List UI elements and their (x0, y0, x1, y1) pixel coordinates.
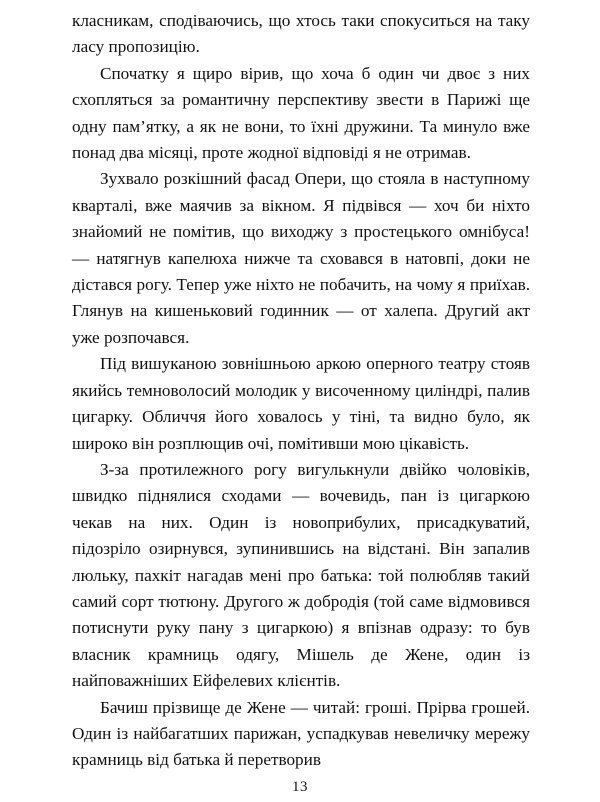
paragraph: Спочатку я щиро вірив, що хоча б один чи двоє з них схопляться за романтичну перспективу звести в Парижі ще одну пам’ятку, а як не вони, то їхні дружини. Та минуло вже понад два місяці, проте жодної відповіді я не отримав. (72, 63, 530, 163)
paragraph: Під вишуканою зовнішньою аркою оперного театру стояв якийсь темноволосий молодик у височенному циліндрі, палив цигарку. Обличчя його ховалось у тіні, та видно було, як широко він розплющив очі, помітивши мою цікавість. (72, 354, 530, 453)
paragraph: класникам, сподіваючись, що хтось таки спокуситься на таку ласу пропозицію. (72, 11, 530, 57)
page-number: 13 (292, 779, 308, 795)
paragraph: Бачиш прізвище де Жене — читай: гроші. Прірва грошей. Один із найбагатших парижан, успадкував невеличку мережу крамниць від батька й перетворив (72, 697, 530, 770)
paragraph: Зухвало розкішний фасад Опери, що стояла в наступному кварталі, вже маячив за вікном. Я підвівся — хоч би ніхто знайомий не помітив, що виходжу з простецького омнібуса! — натягнув капелюха нижче та сховався в натовпі, доки не дістався рогу. Тепер уже ніхто не побачить, на чому я приїхав. Глянув на кишеньковий годинник — от халепа. Другий акт уже розпочався. (72, 169, 530, 347)
page-body-text (72, 8, 530, 774)
paragraph: З-за протилежного рогу вигулькнули двійко чоловіків, швидко піднялися сходами — вочевидь, пан із цигаркою чекав на них. Один із новоприбулих, присадкуватий, підозріло озирнувся, зупинившись на відстані. Він запалив люльку, пахкіт нагадав мені про батька: той полюбляв такий самий сорт тютюну. Другого ж добродія (той саме відмовився потиснути руку пану з цигаркою) я впізнав одразу: то був власник крамниць одягу, Мішель де Жене, один із найповажніших Ейфелевих клієнтів. (72, 459, 530, 691)
